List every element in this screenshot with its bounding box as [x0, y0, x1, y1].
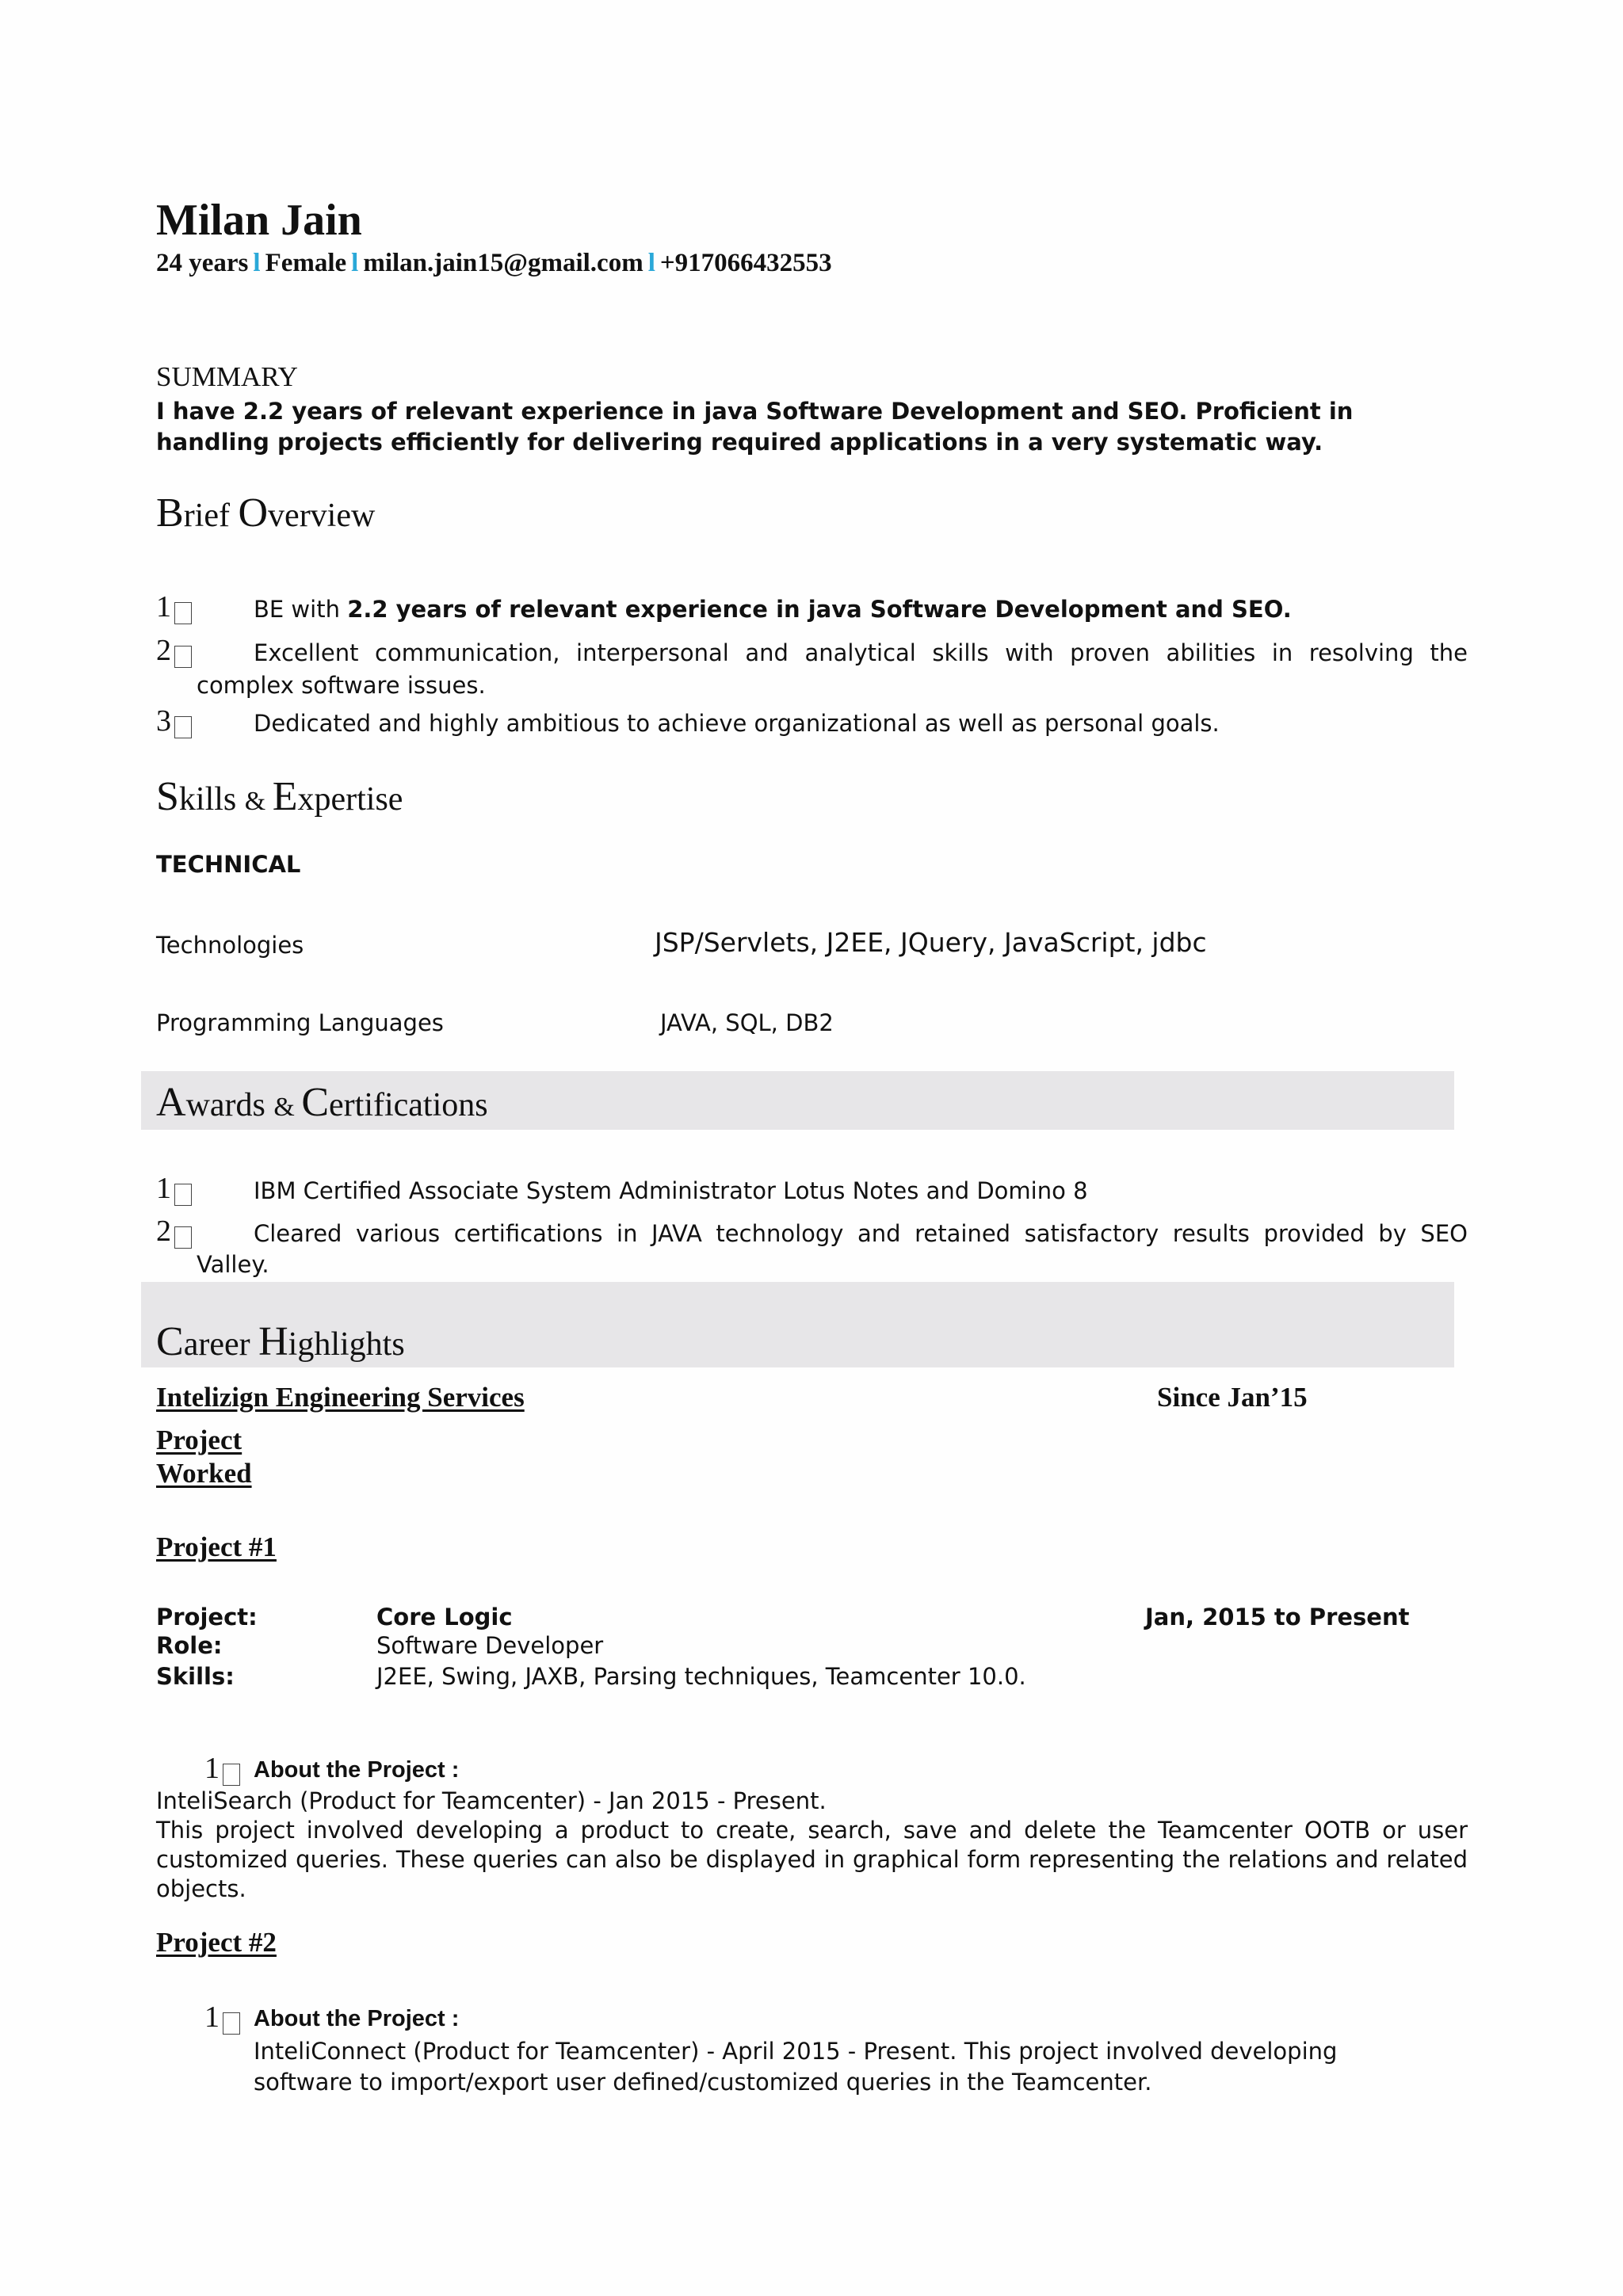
projects-worked-label: Project: [156, 1425, 242, 1455]
list-number: 3: [156, 704, 171, 738]
skills-heading: Skills & Expertise: [156, 774, 403, 819]
skill-label: Programming Languages: [156, 1009, 444, 1036]
technical-subheading: TECHNICAL: [156, 851, 301, 878]
summary-heading: SUMMARY: [156, 361, 298, 392]
skills-value: J2EE, Swing, JAXB, Parsing techniques, Teamcenter 10.0.: [376, 1663, 1026, 1690]
project2-desc: InteliConnect (Product for Teamcenter) - April 2015 - Present. This project involved developing software to import/export user defined/customized queries in the Teamcenter.: [254, 2038, 1338, 2096]
company-name: Intelizign Engineering Services: [156, 1382, 525, 1413]
skill-value: JAVA, SQL, DB2: [660, 1009, 834, 1036]
skill-label: Technologies: [156, 932, 304, 959]
award-item: [156, 1214, 192, 1249]
missing-glyph-icon: [174, 602, 192, 624]
contact-line: [156, 249, 832, 278]
missing-glyph-icon: [174, 1226, 192, 1249]
missing-glyph-icon: [174, 646, 192, 668]
role-value: Software Developer: [376, 1632, 604, 1659]
separator: l: [253, 249, 261, 277]
skill-value: JSP/Servlets, J2EE, JQuery, JavaScript, jdbc: [655, 927, 1207, 958]
candidate-name: Milan Jain: [156, 196, 362, 245]
project1-desc-line: InteliSearch (Product for Teamcenter) - Jan 2015 - Present.: [156, 1787, 827, 1814]
project-value: Core Logic: [376, 1604, 513, 1630]
list-number: 1: [156, 1172, 171, 1205]
project-label: Project:: [156, 1604, 258, 1630]
about-project-label: About the Project :: [254, 1757, 460, 1783]
overview-item: [156, 589, 192, 624]
list-number: 1: [156, 590, 171, 624]
overview-item-text-cont: complex software issues.: [197, 672, 486, 699]
projects-worked-label-cont: Worked: [156, 1458, 252, 1489]
since-date: Since Jan’15: [1157, 1382, 1308, 1413]
overview-item: [156, 704, 192, 738]
gender-text: Female: [265, 249, 347, 277]
missing-glyph-icon: [223, 1764, 240, 1786]
email-text: milan.jain15@gmail.com: [363, 249, 643, 277]
role-label: Role:: [156, 1632, 223, 1659]
award-item-text: Cleared various certifications in JAVA technology and retained satisfactory results provided by SEO: [254, 1220, 1468, 1247]
project-dates: Jan, 2015 to Present: [1145, 1604, 1410, 1630]
separator: l: [351, 249, 359, 277]
overview-item-text: BE with 2.2 years of relevant experience in java Software Development and SEO.: [254, 596, 1292, 623]
overview-item-text: Dedicated and highly ambitious to achieve organizational as well as personal goals.: [254, 710, 1220, 737]
award-item: [156, 1171, 192, 1206]
overview-item-text: Excellent communication, interpersonal and analytical skills with proven abilities in resolving the: [254, 639, 1468, 666]
award-item-text: IBM Certified Associate System Administrator Lotus Notes and Domino 8: [254, 1177, 1088, 1204]
project2-title: Project #2: [156, 1927, 277, 1958]
skills-label: Skills:: [156, 1663, 235, 1690]
list-number: 2: [156, 1215, 171, 1248]
missing-glyph-icon: [223, 2012, 240, 2035]
career-heading: Career Highlights: [156, 1319, 405, 1364]
list-number: 1: [204, 1752, 220, 1785]
project1-title: Project #1: [156, 1531, 277, 1562]
list-number: 2: [156, 634, 171, 667]
missing-glyph-icon: [174, 1184, 192, 1206]
overview-item: [156, 633, 192, 668]
brief-overview-heading: Brief Overview: [156, 490, 376, 536]
separator: l: [647, 249, 655, 277]
about-item: [204, 1751, 240, 1786]
project1-desc-para: This project involved developing a product to create, search, save and delete the Teamcenter OOTB or user customized queries. These queries can also be displayed in graphical form representing the relations and related objects.: [156, 1817, 1468, 1902]
phone-text: +917066432553: [659, 249, 832, 277]
about-project-label: About the Project :: [254, 2006, 460, 2031]
list-number: 1: [204, 2000, 220, 2034]
summary-text: I have 2.2 years of relevant experience in java Software Development and SEO. Proficient in handling projects efficiently for delivering required applications in a very systematic way.: [156, 398, 1354, 456]
award-item-text-cont: Valley.: [197, 1251, 269, 1278]
about-item: [204, 2000, 240, 2035]
awards-heading: Awards & Certifications: [156, 1080, 488, 1125]
age-text: 24 years: [156, 249, 249, 277]
missing-glyph-icon: [174, 716, 192, 738]
